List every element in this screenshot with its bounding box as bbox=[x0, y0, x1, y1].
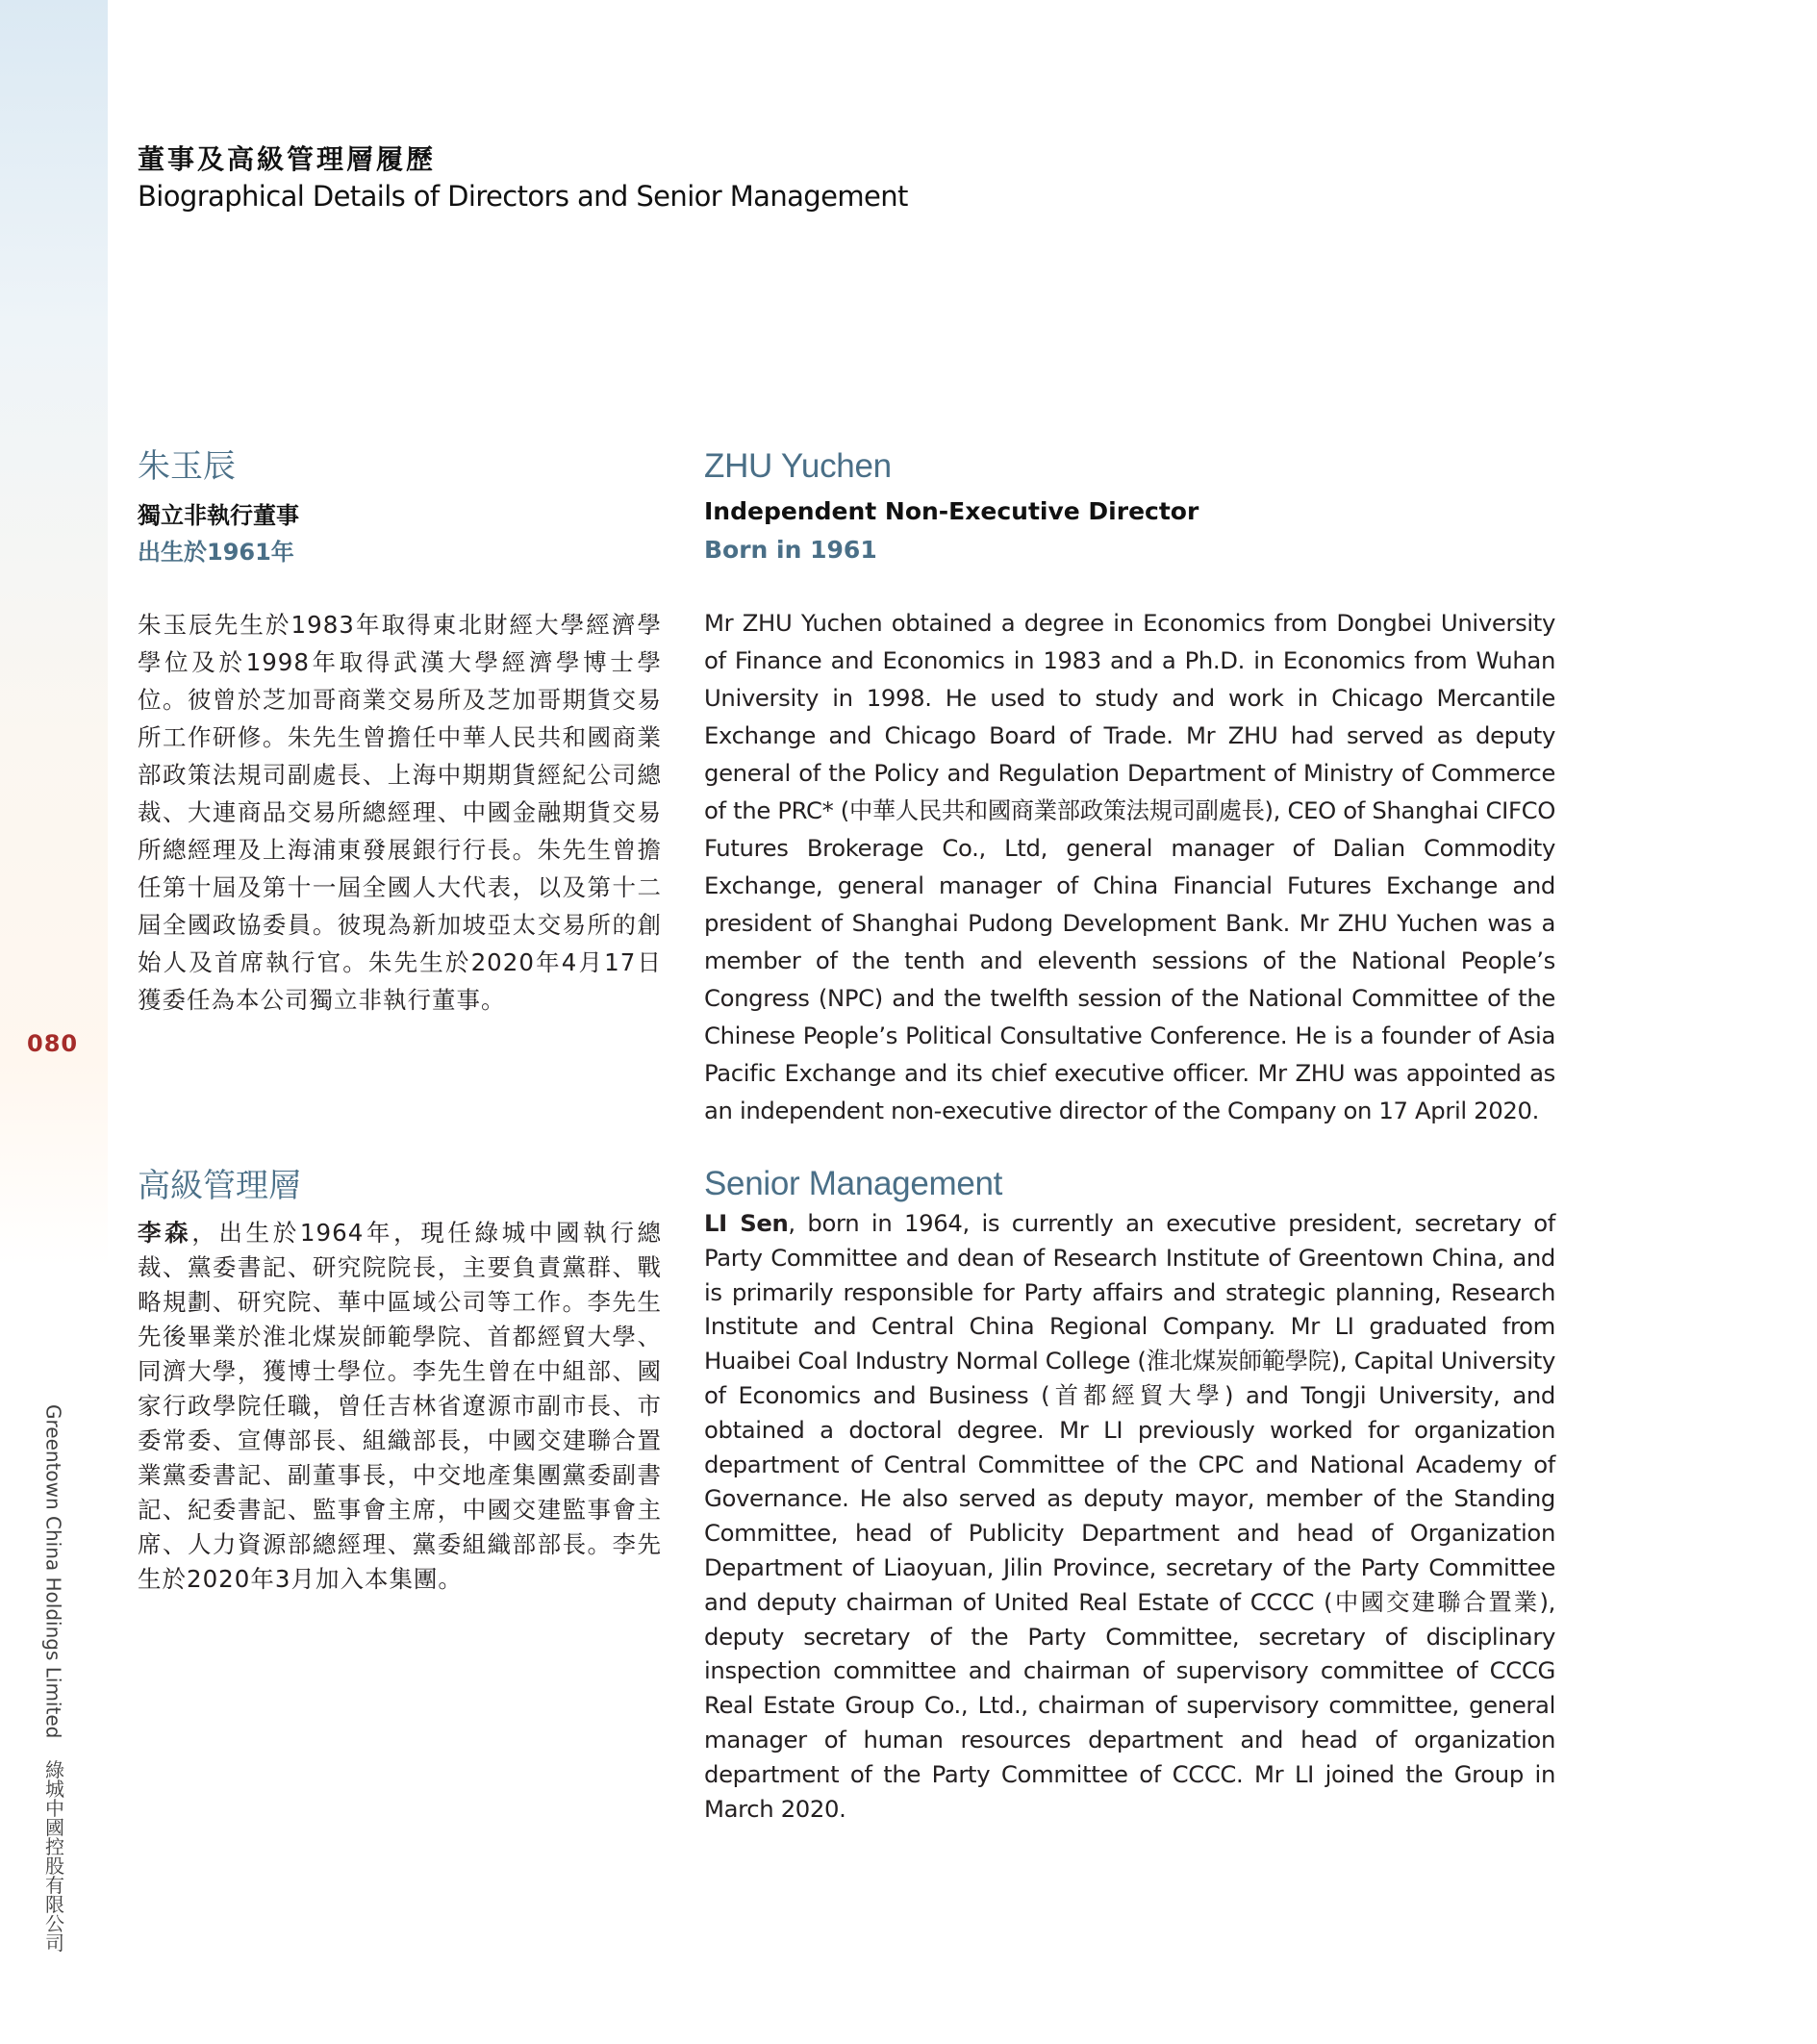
senior-management-section-en bbox=[704, 1164, 1555, 1826]
company-name-vertical bbox=[0, 1404, 108, 1952]
senior-management-section-cn bbox=[138, 1166, 662, 1597]
director-name-cn: 朱玉辰 bbox=[138, 447, 236, 486]
company-name-en: Greentown China Holdings Limited bbox=[41, 1404, 65, 1739]
page-title-cn: 董事及高級管理層履歷 bbox=[138, 143, 437, 175]
director-title-en: Independent Non-Executive Director bbox=[704, 497, 1199, 525]
senior-management-bio-cn bbox=[138, 1216, 662, 1597]
director-title-cn: 獨立非執行董事 bbox=[138, 502, 299, 529]
page-header bbox=[138, 142, 908, 215]
senior-management-heading-en: Senior Management bbox=[704, 1165, 1003, 1202]
page-title-en: Biographical Details of Directors and Senior Management bbox=[138, 180, 908, 213]
director-name-en: ZHU Yuchen bbox=[704, 447, 892, 485]
director-bio-cn: 朱玉辰先生於1983年取得東北財經大學經濟學學位及於1998年取得武漢大學經濟學博士學位。彼曾於芝加哥商業交易所及芝加哥期貨交易所工作研修。朱先生曾擔任中華人民共和國商業部政策法規司副處長、上海中期期貨經紀公司總裁、大連商品交易所總經理、中國金融期貨交易所總經理及上海浦東發展銀行行長。朱先生曾擔任第十屆及第十一屆全國人大代表，以及第十二屆全國政協委員。彼現為新加坡亞太交易所的創始人及首席執行官。朱先生於2020年4月17日獲委任為本公司獨立非執行董事。 bbox=[138, 611, 662, 1014]
company-name-cn: 綠城中國控股有限公司 bbox=[41, 1759, 65, 1953]
person-bio-cn: ，出生於1964年，現任綠城中國執行總裁、黨委書記、研究院院長，主要負責黨群、戰略規劃、研究院、華中區域公司等工作。李先生先後畢業於淮北煤炭師範學院、首都經貿大學、同濟大學，獲博士學位。李先生曾在中組部、國家行政學院任職，曾任吉林省遼源市副市長、市委常委、宣傳部長、組織部長，中國交建聯合置業黨委書記、副董事長，中交地產集團黨委副書記、紀委書記、監事會主席，中國交建監事會主席、人力資源部總經理、黨委組織部部長。李先生於2020年3月加入本集團。 bbox=[138, 1219, 662, 1593]
person-bio-en: , born in 1964, is currently an executive president, secretary of Party Committee and dean of Research Institute of Greentown China, and is primarily responsible for Party affairs and strategic planning, Research Institute and Central China Regional Company. Mr LI graduated from Huaibei Coal Industry Normal College (淮北煤炭師範學院), Capital University of Economics and Business (首都經貿大學) and Tongji University, and obtained a doctoral degree. Mr LI previously worked for organization department of Central Committee of the CPC and National Academy of Governance. He also served as deputy mayor, member of the Standing Committee, head of Publicity Department and head of Organization Department of Liaoyuan, Jilin Province, secretary of the Party Committee and deputy chairman of United Real Estate of CCCC (中國交建聯合置業), deputy secretary of the Party Committee, secretary of disciplinary inspection committee and chairman of supervisory committee of CCCG Real Estate Group Co., Ltd., chairman of supervisory committee, general manager of human resources department and head of organization department of the Party Committee of CCCC. Mr LI joined the Group in March 2020. bbox=[704, 1209, 1555, 1823]
person-name-en: LI Sen bbox=[704, 1209, 789, 1237]
director-section-en bbox=[704, 446, 1555, 1129]
director-born-en: Born in 1961 bbox=[704, 536, 877, 564]
director-born-cn: 出生於1961年 bbox=[138, 539, 294, 566]
person-name-cn: 李森 bbox=[138, 1219, 192, 1247]
senior-management-bio-en bbox=[704, 1206, 1555, 1826]
page-number: 080 bbox=[27, 1030, 79, 1057]
director-section-cn bbox=[138, 446, 662, 1019]
director-bio-en: Mr ZHU Yuchen obtained a degree in Economics from Dongbei University of Finance and Economics in 1983 and a Ph.D. in Economics from Wuhan University in 1998. He used to study and work in Chicago Mercantile Exchange and Chicago Board of Trade. Mr ZHU had served as deputy general of the Policy and Regulation Department of Ministry of Commerce of the PRC* (中華人民共和國商業部政策法規司副處長), CEO of Shanghai CIFCO Futures Brokerage Co., Ltd, general manager of Dalian Commodity Exchange, general manager of China Financial Futures Exchange and president of Shanghai Pudong Development Bank. Mr ZHU Yuchen was a member of the tenth and eleventh sessions of the National People’s Congress (NPC) and the twelfth session of the National Committee of the Chinese People’s Political Consultative Conference. He is a founder of Asia Pacific Exchange and its chief executive officer. Mr ZHU was appointed as an independent non-executive director of the Company on 17 April 2020. bbox=[704, 609, 1555, 1124]
senior-management-heading-cn: 高級管理層 bbox=[138, 1167, 301, 1205]
